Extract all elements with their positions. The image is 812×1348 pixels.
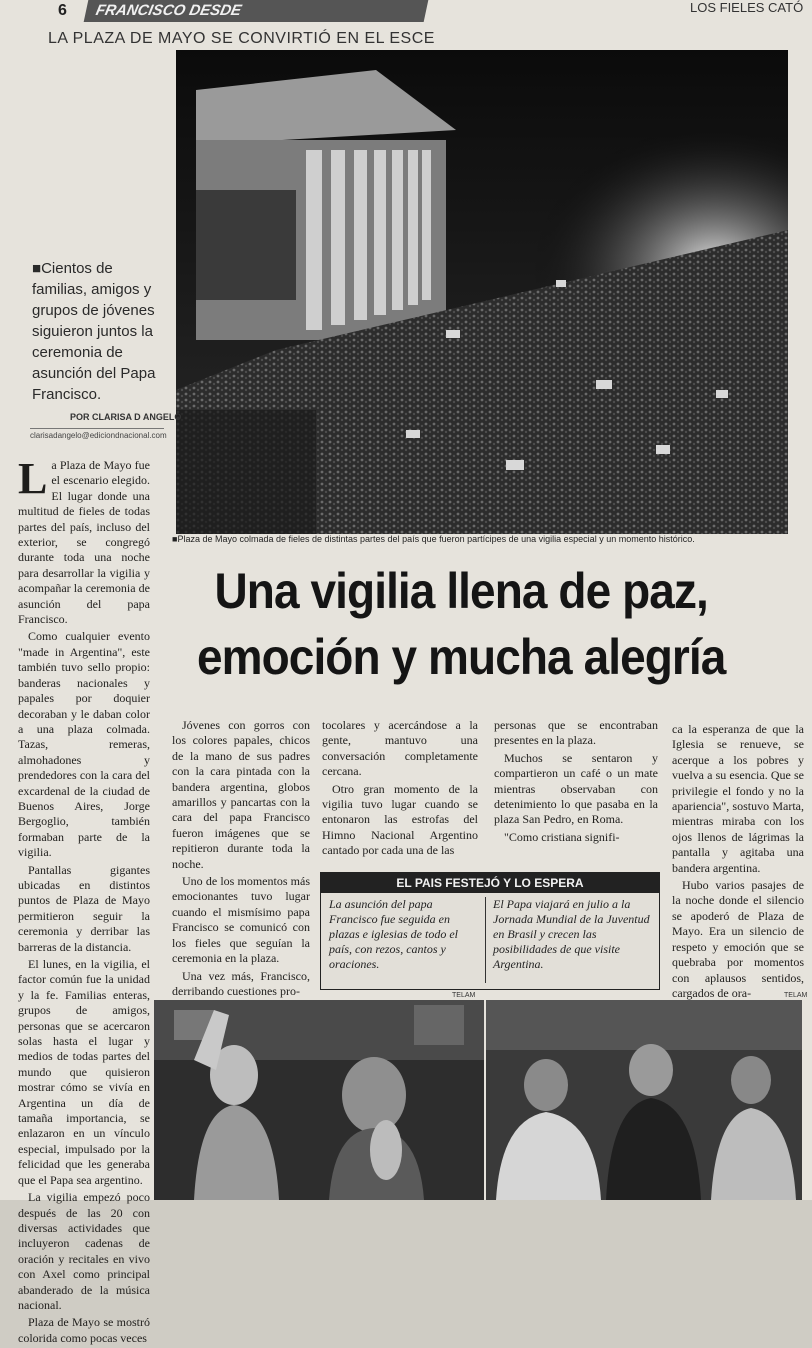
body-column-2 (172, 718, 310, 1001)
page-subhead: LA PLAZA DE MAYO SE CONVIRTIÓ EN EL ESCE (48, 30, 435, 47)
photo-credit-right: TELAM (784, 992, 808, 999)
paragraph: El lunes, en la vigilia, el factor común fue la unidad y la fe. Familias enteras, grupos de amigos, personas que se acercaron solas hasta el lugar y medios de todas partes del mundo que quisieron mostrar cómo se vivía en Argentina un día de tamaña importancia, se enlazaron en un vínculo especial, impulsado por la felicidad que les generaba que el Papa sea argentino. (18, 957, 150, 1187)
paragraph: ca la esperanza de que la Iglesia se renueve, se acerque a los pobres y vuelva a su esencia. Que se privilegie el fondo y no la apariencia", sostuvo Marta, mientras miraba con los ojos llenos de lágrimas la pantalla y agitaba una bandera argentina. (672, 722, 804, 875)
main-photo-caption (172, 534, 792, 544)
paragraph: Uno de los momentos más emocionantes tuvo lugar cuando el mismísimo papa Francisco se comunicó con los fieles que seguían la ceremonia en la plaza. (172, 874, 310, 966)
photo-credit-left: TELAM (452, 992, 476, 999)
drop-cap: L (18, 454, 48, 503)
paragraph: personas que se encontraban presentes en la plaza. (494, 718, 658, 748)
paragraph: "Como cristiana signifi- (504, 829, 620, 844)
paragraph (18, 454, 150, 627)
page-header (0, 0, 812, 34)
paragraph-text: a Plaza de Mayo fue el escenario elegido. El lugar donde una multitud de fieles de todas partes del país, incluso del exterior, se congregó durante toda una noche para desarrollar la vigilia y acompañar la ceremonia de asunción del papa Francisco. (18, 458, 150, 627)
square-bullet-icon: ■ (32, 260, 42, 277)
woman-and-man-praying-illustration (154, 1000, 484, 1200)
paragraph: tocolares y acercándose a la gente, mantuvo una conversación completamente cercana. (322, 718, 478, 779)
paragraph: Como cualquier evento "made in Argentina", este también tuvo sello propio: banderas nacionales y papales por doquier decoraban y le daban color a una plaza colmada. Tazas, remeras, almohadones y prendedores con la cara del excardenal de la ciudad de Buenos Aires, Jorge Bergoglio, también formaban parte de la vigilia. (18, 629, 150, 860)
square-bullet-icon: ■ (172, 534, 178, 544)
header-right-text: LOS FIELES CATÓ (690, 0, 804, 15)
paragraph: Una vez más, Francisco, derribando cuestiones pro- (172, 968, 310, 998)
body-column-3 (322, 718, 478, 861)
lead-blurb (32, 258, 164, 405)
sidebar-box-left: La asunción del papa Francisco fue seguida en plazas e iglesias de todo el país, con rezos, cantos y oraciones. (329, 897, 458, 971)
sidebar-box-title: EL PAIS FESTEJÓ Y LO ESPERA (321, 873, 659, 893)
paragraph: Jóvenes con gorros con los colores papales, chicos de la mano de sus padres con la cara pintada con la bandera argentina, globos amarillos y pancartas con la cara del papa Francisco fueron imágenes que se repitieron durante toda la noche. (172, 718, 310, 871)
plaza-night-illustration (176, 50, 788, 534)
section-banner: FRANCISCO DESDE (84, 0, 429, 22)
body-column-5 (672, 722, 804, 1003)
headline-line-2: emoción y mucha alegría (196, 629, 726, 685)
page-number: 6 (58, 2, 67, 19)
paragraph: Hubo varios pasajes de la noche donde el silencio se apoderó de Plaza de Mayo. Era un silencio de respeto y emoción que se quebraba por momentos con aplausos sentidos, cargados de ora- (672, 878, 804, 1000)
bottom-photo-right (486, 1000, 802, 1200)
seated-crowd-illustration (486, 1000, 802, 1200)
paragraph: Pantallas gigantes ubicadas en distintos puntos de Plaza de Mayo permitieron seguir la ceremonia y derribar las barreras de la distancia. (18, 862, 150, 954)
main-photo-plaza (176, 50, 788, 534)
sidebar-box-right: El Papa viajará en julio a la Jornada Mundial de la Juventud en Brasil y crecen las posibilidades de que visite Argentina. (493, 897, 650, 971)
paragraph: Muchos se sentaron y compartieron un café o un mate mientras observaban con detenimiento lo que pasaba en la plaza San Pedro, en Roma. (494, 750, 658, 827)
body-column-4 (494, 718, 658, 847)
byline: POR CLARISA D ANGELO (70, 412, 182, 422)
lead-blurb-text: Cientos de familias, amigos y grupos de jóvenes siguieron juntos la ceremonia de asunción del Papa Francisco. (32, 260, 156, 403)
headline (176, 558, 746, 690)
body-column-1 (18, 454, 150, 1348)
paragraph: Plaza de Mayo se mostró colorida como pocas veces (18, 1315, 150, 1345)
author-email: clarisadangelo@ediciondnacional.com (30, 428, 164, 440)
sidebar-box-divider (485, 897, 486, 983)
paragraph: La vigilia empezó poco después de las 20 con diversas actividades que incluyeron cadenas de oración y recitales en vivo con Axel como principal abanderado de la música nacional. (18, 1190, 150, 1312)
paragraph: Otro gran momento de la vigilia tuvo lugar cuando se entonaron las estrofas del Himno Nacional Argentino cantado por cada una de las (322, 781, 478, 858)
bottom-photo-left (154, 1000, 484, 1200)
headline-line-1: Una vigilia llena de paz, (214, 563, 708, 619)
sidebar-box (320, 872, 660, 990)
caption-text: Plaza de Mayo colmada de fieles de distintas partes del país que fueron partícipes de una vigilia especial y un momento histórico. (177, 534, 695, 544)
